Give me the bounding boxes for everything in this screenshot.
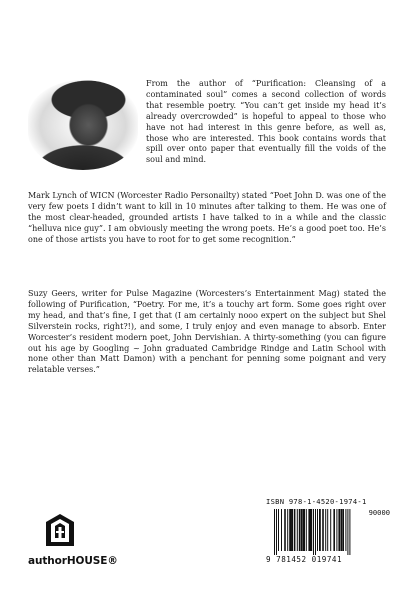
barcode-bar [347,509,348,555]
barcode-bar [301,509,303,551]
barcode-bar [310,509,312,551]
barcode-bar [289,509,291,551]
review-suzy-geers: Suzy Geers, writer for Pulse Magazine (Worcesters’s Entertainment Mag) stated the following of Purification, “Poetry. For me, it’s a touchy art form. Some goes right over my head, and that’s fine, I get that (I am certainly nooo expert on the subject but Shel Silverstein rocks, right?!), and some, I truly enjoy and even manage to absorb. Enter Worcester’s resident modern poet, John Dervishian. A thirty-something (you can figure out his age by Googling ~ John graduated Cambridge Rindge and Latin School with none other than Matt Damon) with a penchant for penning some poignant and very relatable verses.” [28,289,386,375]
barcode-bar [317,509,318,551]
barcode-bar [284,509,286,551]
intro-paragraph: From the author of “Purification: Cleansing of a contaminated soul” comes a second collection of words that resemble poetry. “You can’t get inside my head it’s already overcrowded” is hopeful to appeal to those who have not had interest in this genre before, as well as, those who are interested. This book contains words that spill over onto paper that eventually fill the voids of the soul and mind. [146,79,386,165]
barcode-bar [315,509,316,555]
isbn-text: ISBN 978-1-4520-1974-1 [266,497,367,506]
barcode-bar [303,509,305,551]
barcode-bar [327,509,328,551]
review-mark-lynch: Mark Lynch of WICN (Worcester Radio Personailty) stated “Poet John D. was one of the very few poets I didn’t want to kill in 10 minutes after talking to them. He was one of the most clear-headed, grounded artists I have talked to in a while and the classic “helluva nice guy”. I am obviously meeting the wrong poets. He’s a good poet too. He’s one of those artists you have to root for to get some recognition.” [28,191,386,244]
price-code: 90000 [368,508,390,517]
barcode-bar [322,509,324,551]
barcode-bar [342,509,344,551]
barcode-bar [330,509,331,551]
barcode-bar [345,509,346,551]
barcode-bar [349,509,350,555]
barcode-bar [336,509,337,551]
barcode-bar [340,509,342,551]
publisher-name: authorHOUSE® [28,555,118,567]
barcode-bar [306,509,307,551]
barcode-bar [287,509,288,551]
barcode-bar [297,509,298,551]
barcode-bar [291,509,293,551]
barcode-bar [274,509,275,555]
barcode-bar [333,509,335,551]
isbn-barcode [266,497,390,567]
barcode-bar [338,509,340,551]
author-photo [28,80,138,170]
barcode-bar [294,509,296,551]
barcode-bar [276,509,277,555]
publisher-logo [28,513,128,573]
barcode-bar [325,509,326,551]
barcode-number: 9 781452 019741 [266,555,343,564]
authorhouse-logo-icon [44,513,76,547]
barcode-bar [278,509,279,551]
barcode-bar [313,509,314,555]
barcode-bars [272,509,390,555]
barcode-bar [299,509,301,551]
barcode-bar [308,509,310,551]
barcode-bar [281,509,282,551]
barcode-bar [319,509,321,551]
